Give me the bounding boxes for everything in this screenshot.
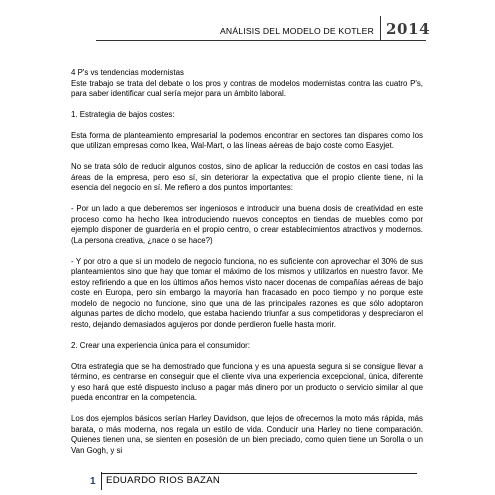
body-paragraph: Los dos ejemplos básicos serían Harley Davidson, que lejos de ofrecernos la moto más rápida, más barata, o más moderna, nos regala un estilo de vida. Conducir una Harley no tiene comparación. Quienes tienen una, se sienten en posesión de un bien preciado, como quien tiene un Sorolla o un Van Gogh, y si bbox=[71, 414, 423, 455]
section-heading-experience: 2. Crear una experiencia única para el consumidor: bbox=[71, 340, 250, 350]
header-divider bbox=[380, 16, 381, 40]
intro-paragraph: 4 P's vs tendencias modernistas Este trabajo se trata del debate o los pros y contras de modelos modernistas contra las cuatro P's, para saber identificar cual sería mejor para un ámbito laboral. bbox=[71, 68, 423, 98]
footer-rule bbox=[101, 473, 417, 474]
author-name: EDUARDO RIOS BAZAN bbox=[106, 475, 221, 486]
section-heading-low-cost: 1. Estrategia de bajos costes: bbox=[71, 109, 175, 119]
body-paragraph: - Por un lado a que deberemos ser ingeniosos e introducir una buena dosis de creatividad en este proceso como ha hecho Ikea introduciendo nuevos conceptos en tiendas de muebles como por ejemplo disponer de guardería en el propio centro, o crear establecimientos atractivos y modernos. (La persona creativa, ¿nace o se hace?) bbox=[71, 204, 423, 245]
document-body bbox=[71, 68, 423, 467]
document-year: 2014 bbox=[386, 20, 431, 38]
body-paragraph: Otra estrategia que se ha demostrado que funciona y es una apuesta segura si se consigue llevar a término, es centrarse en conseguir que el cliente viva una experiencia excepcional, única, diferente y eso hará que esté dispuesto incluso a pagar más dinero por un producto o servicio similar al que pueda encontrar en la competencia. bbox=[71, 361, 423, 402]
header-rule bbox=[96, 40, 426, 41]
page-number: 1 bbox=[90, 476, 96, 487]
footer-divider bbox=[101, 472, 102, 490]
body-paragraph: No se trata sólo de reducir algunos costos, sino de aplicar la reducción de costos en casi todas las áreas de la empresa, pero eso sí, sin deteriorar la expectativa que el propio cliente tiene, ni la esencia del negocio en sí. Me refiero a dos puntos importantes: bbox=[71, 162, 423, 192]
document-title: ANÁLISIS DEL MODELO DE KOTLER bbox=[219, 26, 374, 36]
body-paragraph: Esta forma de planteamiento empresarial la podemos encontrar en sectores tan dispares como los que utilizan empresas como Ikea, Wal-Mart, o las líneas aéreas de bajo coste como Easyjet. bbox=[71, 130, 423, 150]
body-paragraph: - Y por otro a que si un modelo de negocio funciona, no es suficiente con aprovechar el 30% de sus planteamientos sino que hay que tomar el máximo de los mismos y utilizarlos en nuestro favor. Me estoy refiriendo a que en los últimos años hemos visto nacer docenas de compañías aéreas de bajo coste en Europa, pero sin embargo la mayoría han fracasado en poco tiempo y no porque este modelo de negocio no funcione, sino que una de las principales razones es que sólo adoptaron algunas partes de dicho modelo, que estaba haciendo triunfar a sus competidoras y despreciaron el resto, dejando demasiados agujeros por donde perdieron fuelle hasta morir. bbox=[71, 256, 423, 329]
